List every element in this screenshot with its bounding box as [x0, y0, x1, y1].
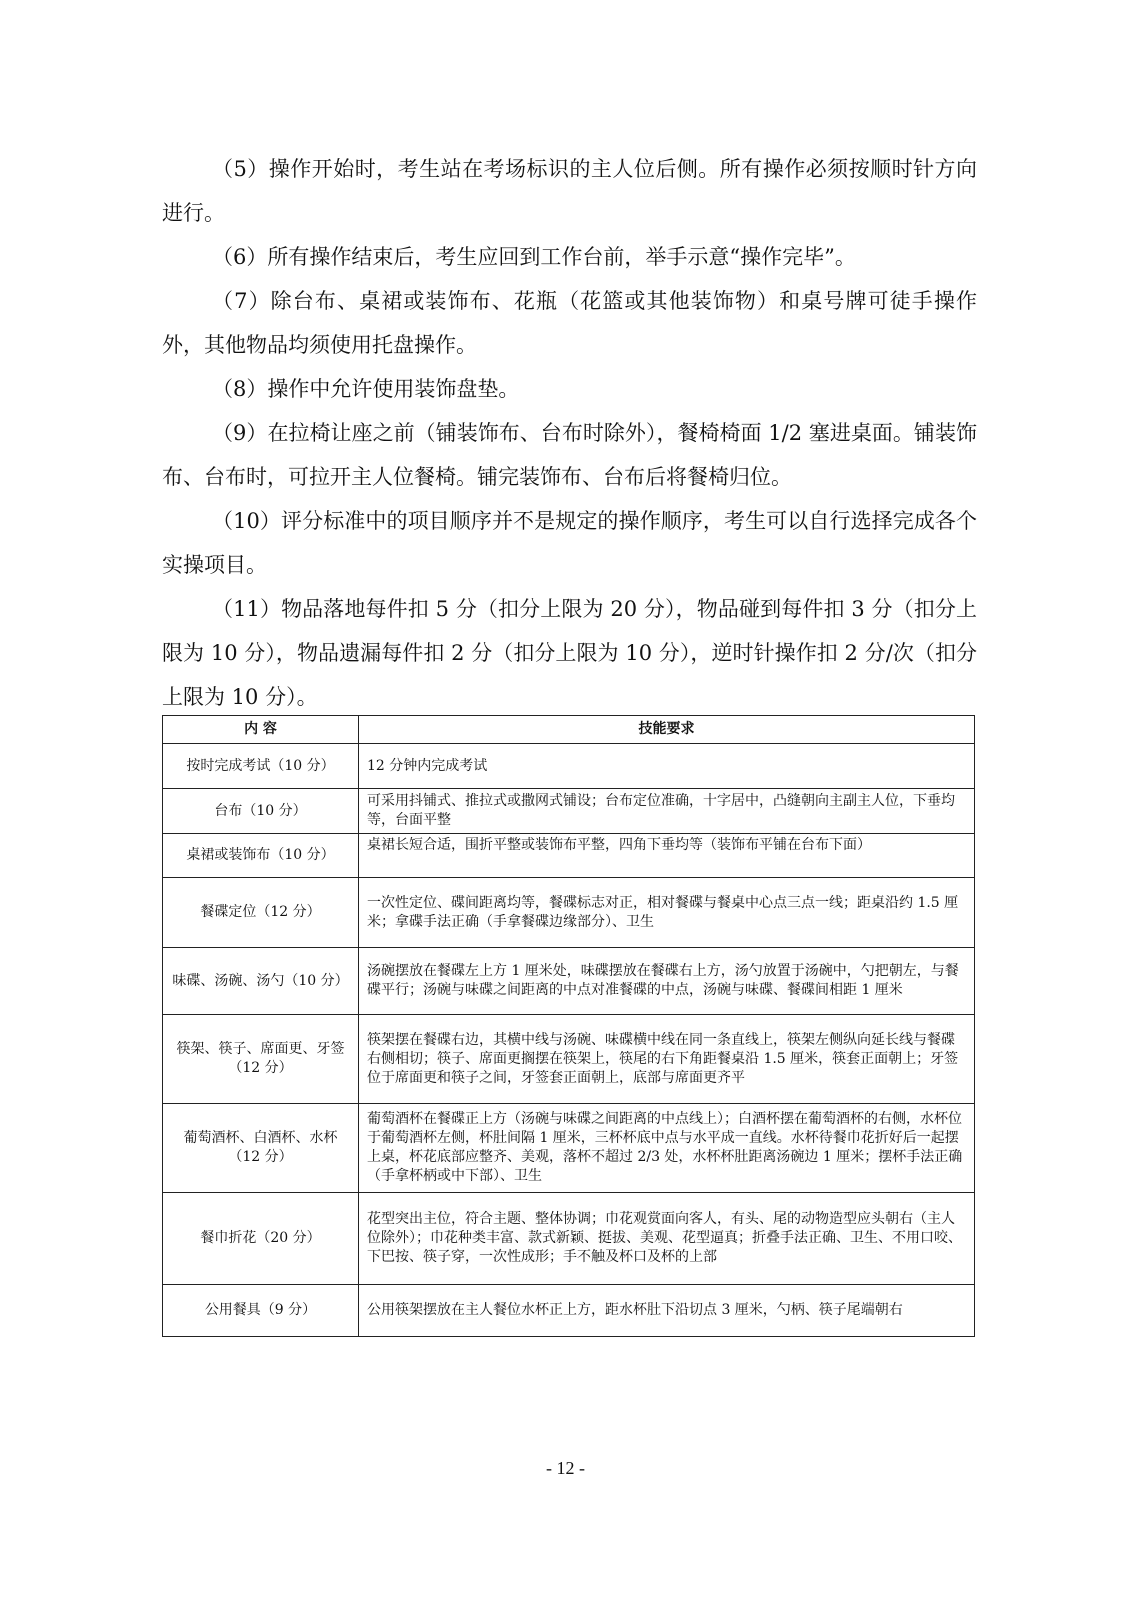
table-row [163, 1285, 975, 1337]
paragraph-8: （8）操作中允许使用装饰盘垫。 [212, 377, 520, 401]
skill-requirements-table [162, 715, 975, 1337]
row-requirement: 一次性定位、碟间距离均等，餐碟标志对正，相对餐碟与餐桌中心点三点一线；距桌沿约 1.5 厘米；拿碟手法正确（手拿餐碟边缘部分）、卫生 [359, 878, 975, 948]
table-header-row [163, 716, 975, 744]
row-requirement: 可采用抖铺式、推拉式或撒网式铺设；台布定位准确，十字居中，凸缝朝向主副主人位，下垂均等，台面平整 [359, 789, 975, 834]
row-item: 葡萄酒杯、白酒杯、水杯（12 分） [163, 1104, 359, 1193]
header-content: 内 容 [163, 716, 359, 744]
table-row [163, 1104, 975, 1193]
table-row [163, 834, 975, 878]
row-item: 味碟、汤碗、汤勺（10 分） [163, 948, 359, 1015]
paragraph-5: （5）操作开始时，考生站在考场标识的主人位后侧。所有操作必须按顺时针方向进行。 [162, 157, 977, 225]
row-item: 公用餐具（9 分） [163, 1285, 359, 1337]
row-requirement: 12 分钟内完成考试 [359, 744, 975, 789]
table-row [163, 878, 975, 948]
paragraph-11: （11）物品落地每件扣 5 分（扣分上限为 20 分），物品碰到每件扣 3 分（扣分上限为 10 分），物品遗漏每件扣 2 分（扣分上限为 10 分），逆时针操作扣 2 分/次（扣分上限为 10 分）。 [162, 597, 977, 709]
table-row [163, 1015, 975, 1104]
row-requirement: 筷架摆在餐碟右边，其横中线与汤碗、味碟横中线在同一条直线上，筷架左侧纵向延长线与餐碟右侧相切；筷子、席面更搁摆在筷架上，筷尾的右下角距餐桌沿 1.5 厘米，筷套正面朝上；牙签位于席面更和筷子之间，牙签套正面朝上，底部与席面更齐平 [359, 1015, 975, 1104]
paragraph-9: （9）在拉椅让座之前（铺装饰布、台布时除外），餐椅椅面 1/2 塞进桌面。铺装饰布、台布时，可拉开主人位餐椅。铺完装饰布、台布后将餐椅归位。 [162, 421, 977, 489]
row-item: 餐巾折花（20 分） [163, 1193, 359, 1285]
row-requirement: 葡萄酒杯在餐碟正上方（汤碗与味碟之间距离的中点线上）；白酒杯摆在葡萄酒杯的右侧，水杯位于葡萄酒杯左侧，杯肚间隔 1 厘米，三杯杯底中点与水平成一直线。水杯待餐巾花折好后一起摆上桌，杯花底部应整齐、美观，落杯不超过 2/3 处，水杯杯肚距离汤碗边 1 厘米；摆杯手法正确（手拿杯柄或中下部）、卫生 [359, 1104, 975, 1193]
paragraph-10: （10）评分标准中的项目顺序并不是规定的操作顺序，考生可以自行选择完成各个实操项目。 [162, 509, 977, 577]
row-requirement: 桌裙长短合适，围折平整或装饰布平整，四角下垂均等（装饰布平铺在台布下面） [359, 834, 975, 878]
row-item: 按时完成考试（10 分） [163, 744, 359, 789]
table-row [163, 789, 975, 834]
row-requirement: 花型突出主位，符合主题、整体协调；巾花观赏面向客人，有头、尾的动物造型应头朝右（主人位除外）；巾花种类丰富、款式新颖、挺拔、美观、花型逼真；折叠手法正确、卫生、不用口咬、下巴按、筷子穿，一次性成形；手不触及杯口及杯的上部 [359, 1193, 975, 1285]
row-item: 台布（10 分） [163, 789, 359, 834]
row-requirement: 公用筷架摆放在主人餐位水杯正上方，距水杯肚下沿切点 3 厘米，勺柄、筷子尾端朝右 [359, 1285, 975, 1337]
paragraph-6: （6）所有操作结束后，考生应回到工作台前，举手示意“操作完毕”。 [212, 245, 856, 269]
page-number: - 12 - [546, 1458, 585, 1478]
paragraph-7: （7）除台布、桌裙或装饰布、花瓶（花篮或其他装饰物）和桌号牌可徒手操作外，其他物品均须使用托盘操作。 [162, 289, 977, 357]
row-item: 餐碟定位（12 分） [163, 878, 359, 948]
table-row [163, 744, 975, 789]
row-item: 桌裙或装饰布（10 分） [163, 834, 359, 878]
table-row [163, 948, 975, 1015]
row-requirement: 汤碗摆放在餐碟左上方 1 厘米处，味碟摆放在餐碟右上方，汤勺放置于汤碗中，勺把朝左，与餐碟平行；汤碗与味碟之间距离的中点对准餐碟的中点，汤碗与味碟、餐碟间相距 1 厘米 [359, 948, 975, 1015]
row-item: 筷架、筷子、席面更、牙签（12 分） [163, 1015, 359, 1104]
header-skill-requirements: 技能要求 [359, 716, 975, 744]
table-row [163, 1193, 975, 1285]
